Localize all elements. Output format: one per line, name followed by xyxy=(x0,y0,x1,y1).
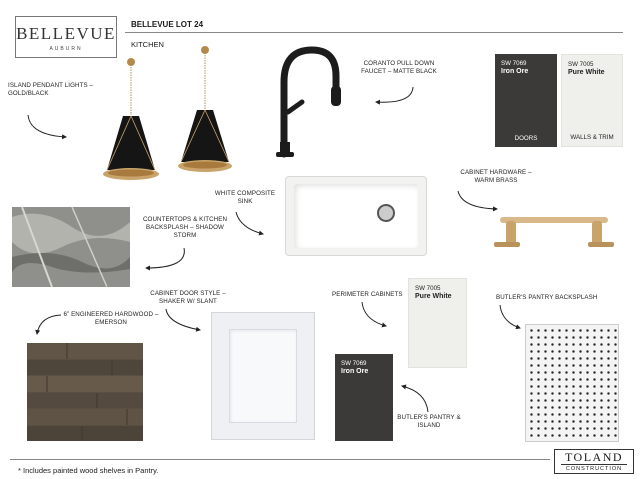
page-title: BELLEVUE LOT 24 xyxy=(131,20,204,29)
pantry-backsplash-image xyxy=(525,324,619,442)
label-pantry-island: BUTLER'S PANTRY & ISLAND xyxy=(397,414,461,429)
arrow-pendants xyxy=(28,115,66,137)
label-faucet: CORANTO PULL DOWN FAUCET – MATTE BLACK xyxy=(361,60,437,75)
arrow-pantry-island xyxy=(402,386,428,412)
swatch-name: Pure White xyxy=(568,69,605,76)
label-pendants: ISLAND PENDANT LIGHTS – GOLD/BLACK xyxy=(8,82,94,97)
label-countertops: COUNTERTOPS & KITCHEN BACKSPLASH – SHADOW STORM xyxy=(142,216,228,239)
sink-image xyxy=(285,176,427,256)
arrow-hardwood xyxy=(37,315,61,334)
faucet-image xyxy=(262,42,352,162)
label-hardwood: 6” ENGINEERED HARDWOOD – EMERSON xyxy=(63,311,159,326)
swatch-code: SW 7069 xyxy=(501,60,527,67)
swatch-iron-ore-island xyxy=(335,354,393,441)
logo-name: BELLEVUE xyxy=(16,24,116,43)
label-pantry-backsplash: BUTLER'S PANTRY BACKSPLASH xyxy=(496,294,598,301)
swatch-iron-ore-doors xyxy=(495,54,557,147)
pendant-lights-image xyxy=(95,40,245,185)
arrow-sink xyxy=(236,212,263,234)
brand-top: TOLAND xyxy=(564,450,624,464)
arrow-pantry-backsplash xyxy=(500,305,520,328)
swatch-name: Iron Ore xyxy=(501,68,529,75)
arrow-countertops xyxy=(146,248,184,268)
swatch-name: Iron Ore xyxy=(341,368,369,375)
cabinet-door-image xyxy=(211,312,315,440)
brand-bottom: CONSTRUCTION xyxy=(561,464,627,473)
arrow-faucet xyxy=(376,87,413,102)
swatch-code: SW 7005 xyxy=(415,285,441,292)
footer-divider xyxy=(10,459,550,460)
arrow-door-style xyxy=(166,309,200,330)
label-sink: WHITE COMPOSITE SINK xyxy=(214,190,276,205)
swatch-code: SW 7069 xyxy=(341,360,367,367)
swatch-pure-white-perimeter xyxy=(408,278,467,368)
pendant-light-left xyxy=(103,58,159,180)
header-divider xyxy=(125,32,623,33)
label-hardware: CABINET HARDWARE – WARM BRASS xyxy=(460,169,532,184)
label-door-style: CABINET DOOR STYLE – SHAKER W/ SLANT xyxy=(150,290,226,305)
swatch-name: Pure White xyxy=(415,293,452,300)
swatch-code: SW 7005 xyxy=(568,61,594,68)
drain-icon xyxy=(377,204,395,222)
logo-sub: AUBURN xyxy=(49,46,83,52)
toland-logo xyxy=(554,449,634,474)
cabinet-hardware-image xyxy=(492,214,616,250)
label-perimeter: PERIMETER CABINETS xyxy=(332,291,403,298)
room-name: KITCHEN xyxy=(131,40,164,49)
swatch-pure-white-walls xyxy=(561,54,623,147)
countertop-image xyxy=(12,207,130,287)
pendant-light-right xyxy=(178,46,232,172)
footnote: * Includes painted wood shelves in Pantry. xyxy=(18,466,159,475)
arrow-hardware xyxy=(458,191,497,209)
swatch-use: WALLS & TRIM xyxy=(570,134,614,141)
hardwood-image xyxy=(27,343,143,441)
swatch-use: DOORS xyxy=(514,135,538,142)
arrow-perimeter xyxy=(362,302,386,326)
